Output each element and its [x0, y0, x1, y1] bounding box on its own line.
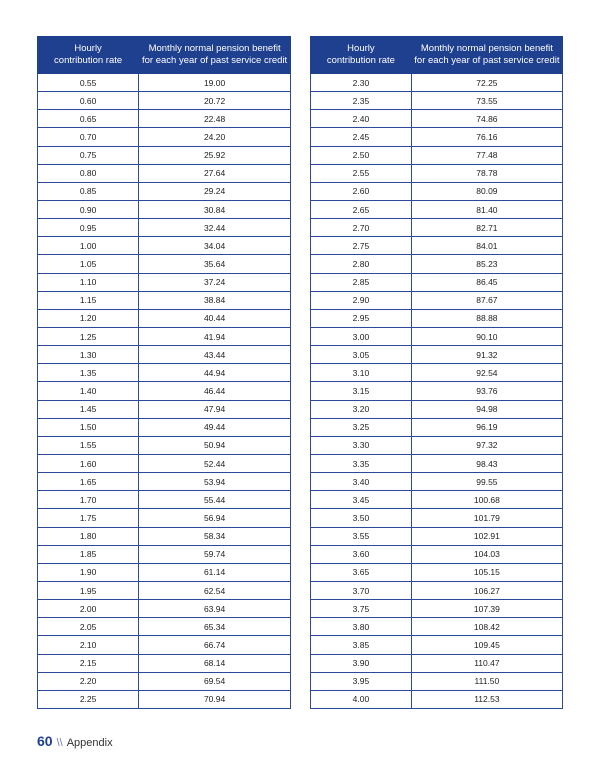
- cell-monthly-benefit: 32.44: [139, 219, 291, 237]
- table-row: [311, 364, 563, 382]
- table-row: [311, 291, 563, 309]
- table-row: [311, 146, 563, 164]
- cell-monthly-benefit: 37.24: [139, 273, 291, 291]
- cell-hourly-rate: 2.95: [311, 309, 412, 327]
- cell-monthly-benefit: 56.94: [139, 509, 291, 527]
- cell-monthly-benefit: 19.00: [139, 74, 291, 92]
- cell-monthly-benefit: 102.91: [411, 527, 562, 545]
- cell-monthly-benefit: 84.01: [411, 237, 562, 255]
- table-row: [38, 618, 291, 636]
- cell-monthly-benefit: 107.39: [411, 600, 562, 618]
- table-row: [311, 491, 563, 509]
- cell-monthly-benefit: 22.48: [139, 110, 291, 128]
- cell-monthly-benefit: 68.14: [139, 654, 291, 672]
- cell-monthly-benefit: 101.79: [411, 509, 562, 527]
- table-row: [38, 436, 291, 454]
- cell-monthly-benefit: 50.94: [139, 436, 291, 454]
- cell-hourly-rate: 3.60: [311, 545, 412, 563]
- cell-hourly-rate: 3.40: [311, 473, 412, 491]
- cell-monthly-benefit: 111.50: [411, 672, 562, 690]
- header-line: Hourly: [74, 43, 102, 54]
- cell-monthly-benefit: 93.76: [411, 382, 562, 400]
- cell-hourly-rate: 1.80: [38, 527, 139, 545]
- cell-hourly-rate: 0.90: [38, 200, 139, 218]
- cell-monthly-benefit: 27.64: [139, 164, 291, 182]
- cell-monthly-benefit: 65.34: [139, 618, 291, 636]
- cell-monthly-benefit: 92.54: [411, 364, 562, 382]
- cell-hourly-rate: 2.55: [311, 164, 412, 182]
- footer-section-title: Appendix: [66, 737, 113, 749]
- cell-monthly-benefit: 35.64: [139, 255, 291, 273]
- cell-hourly-rate: 3.80: [311, 618, 412, 636]
- cell-hourly-rate: 2.35: [311, 92, 412, 110]
- cell-hourly-rate: 3.95: [311, 672, 412, 690]
- table-row: [311, 92, 563, 110]
- cell-monthly-benefit: 99.55: [411, 473, 562, 491]
- table-row: [311, 581, 563, 599]
- cell-monthly-benefit: 29.24: [139, 182, 291, 200]
- footer-separator: \\: [56, 737, 63, 749]
- page-number: 60: [37, 733, 53, 749]
- cell-monthly-benefit: 38.84: [139, 291, 291, 309]
- cell-monthly-benefit: 112.53: [411, 690, 562, 708]
- cell-monthly-benefit: 88.88: [411, 309, 562, 327]
- cell-monthly-benefit: 41.94: [139, 327, 291, 345]
- table-row: [311, 473, 563, 491]
- cell-hourly-rate: 1.10: [38, 273, 139, 291]
- cell-hourly-rate: 1.70: [38, 491, 139, 509]
- cell-hourly-rate: 3.55: [311, 527, 412, 545]
- cell-hourly-rate: 2.40: [311, 110, 412, 128]
- table-row: [38, 527, 291, 545]
- cell-monthly-benefit: 106.27: [411, 581, 562, 599]
- cell-hourly-rate: 2.60: [311, 182, 412, 200]
- cell-monthly-benefit: 69.54: [139, 672, 291, 690]
- cell-monthly-benefit: 91.32: [411, 346, 562, 364]
- table-row: [311, 563, 563, 581]
- cell-monthly-benefit: 98.43: [411, 454, 562, 472]
- header-hourly-contribution-rate: [38, 37, 139, 74]
- table-row: [311, 200, 563, 218]
- cell-hourly-rate: 3.10: [311, 364, 412, 382]
- cell-hourly-rate: 1.50: [38, 418, 139, 436]
- cell-monthly-benefit: 49.44: [139, 418, 291, 436]
- cell-hourly-rate: 3.50: [311, 509, 412, 527]
- table-header: [311, 37, 563, 74]
- cell-monthly-benefit: 25.92: [139, 146, 291, 164]
- cell-monthly-benefit: 72.25: [411, 74, 562, 92]
- table-row: [38, 273, 291, 291]
- table-row: [38, 110, 291, 128]
- header-line: contribution rate: [326, 55, 395, 66]
- cell-hourly-rate: 4.00: [311, 690, 412, 708]
- cell-hourly-rate: 3.05: [311, 346, 412, 364]
- table-row: [38, 182, 291, 200]
- cell-monthly-benefit: 80.09: [411, 182, 562, 200]
- table-row: [311, 237, 563, 255]
- table-row: [38, 346, 291, 364]
- table-row: [38, 382, 291, 400]
- cell-monthly-benefit: 44.94: [139, 364, 291, 382]
- cell-hourly-rate: 2.90: [311, 291, 412, 309]
- cell-hourly-rate: 2.75: [311, 237, 412, 255]
- table-body: [38, 74, 291, 709]
- cell-monthly-benefit: 20.72: [139, 92, 291, 110]
- cell-hourly-rate: 1.85: [38, 545, 139, 563]
- table-row: [38, 327, 291, 345]
- cell-hourly-rate: 0.80: [38, 164, 139, 182]
- cell-hourly-rate: 2.25: [38, 690, 139, 708]
- cell-monthly-benefit: 43.44: [139, 346, 291, 364]
- header-line: contribution rate: [54, 55, 123, 66]
- cell-hourly-rate: 2.20: [38, 672, 139, 690]
- cell-hourly-rate: 2.45: [311, 128, 412, 146]
- header-hourly-contribution-rate: [311, 37, 412, 74]
- cell-monthly-benefit: 55.44: [139, 491, 291, 509]
- table-header: [38, 37, 291, 74]
- table-row: [38, 600, 291, 618]
- cell-monthly-benefit: 59.74: [139, 545, 291, 563]
- cell-monthly-benefit: 53.94: [139, 473, 291, 491]
- cell-hourly-rate: 0.75: [38, 146, 139, 164]
- table-row: [311, 382, 563, 400]
- header-line: Monthly normal pension benefit: [420, 43, 553, 54]
- cell-hourly-rate: 2.50: [311, 146, 412, 164]
- cell-monthly-benefit: 87.67: [411, 291, 562, 309]
- table-row: [38, 636, 291, 654]
- cell-monthly-benefit: 76.16: [411, 128, 562, 146]
- cell-monthly-benefit: 74.86: [411, 110, 562, 128]
- cell-hourly-rate: 1.95: [38, 581, 139, 599]
- table-row: [38, 146, 291, 164]
- cell-hourly-rate: 1.55: [38, 436, 139, 454]
- cell-hourly-rate: 3.30: [311, 436, 412, 454]
- table-row: [311, 618, 563, 636]
- cell-hourly-rate: 0.95: [38, 219, 139, 237]
- table-row: [311, 545, 563, 563]
- cell-hourly-rate: 2.65: [311, 200, 412, 218]
- table-row: [311, 219, 563, 237]
- cell-hourly-rate: 2.15: [38, 654, 139, 672]
- cell-hourly-rate: 3.15: [311, 382, 412, 400]
- cell-hourly-rate: 1.60: [38, 454, 139, 472]
- cell-monthly-benefit: 94.98: [411, 400, 562, 418]
- cell-hourly-rate: 3.65: [311, 563, 412, 581]
- table-row: [38, 454, 291, 472]
- cell-monthly-benefit: 81.40: [411, 200, 562, 218]
- cell-hourly-rate: 0.85: [38, 182, 139, 200]
- cell-hourly-rate: 1.00: [38, 237, 139, 255]
- cell-hourly-rate: 3.45: [311, 491, 412, 509]
- cell-monthly-benefit: 78.78: [411, 164, 562, 182]
- table-row: [311, 273, 563, 291]
- cell-monthly-benefit: 90.10: [411, 327, 562, 345]
- cell-hourly-rate: 1.90: [38, 563, 139, 581]
- cell-monthly-benefit: 66.74: [139, 636, 291, 654]
- cell-monthly-benefit: 109.45: [411, 636, 562, 654]
- table-row: [38, 563, 291, 581]
- cell-monthly-benefit: 110.47: [411, 654, 562, 672]
- table-row: [311, 346, 563, 364]
- table-row: [38, 509, 291, 527]
- cell-hourly-rate: 3.25: [311, 418, 412, 436]
- table-row: [311, 672, 563, 690]
- cell-monthly-benefit: 46.44: [139, 382, 291, 400]
- table-row: [311, 110, 563, 128]
- table-row: [38, 400, 291, 418]
- cell-monthly-benefit: 73.55: [411, 92, 562, 110]
- cell-monthly-benefit: 70.94: [139, 690, 291, 708]
- table-row: [311, 400, 563, 418]
- cell-hourly-rate: 2.05: [38, 618, 139, 636]
- table-row: [38, 200, 291, 218]
- table-row: [38, 237, 291, 255]
- header-monthly-benefit: [411, 37, 562, 74]
- table-row: [311, 255, 563, 273]
- table-row: [38, 219, 291, 237]
- table-row: [38, 164, 291, 182]
- table-row: [38, 291, 291, 309]
- table-row: [311, 436, 563, 454]
- pension-table-left: [37, 36, 291, 709]
- cell-monthly-benefit: 108.42: [411, 618, 562, 636]
- cell-monthly-benefit: 34.04: [139, 237, 291, 255]
- table-row: [311, 74, 563, 92]
- table-row: [311, 454, 563, 472]
- cell-monthly-benefit: 86.45: [411, 273, 562, 291]
- cell-hourly-rate: 0.70: [38, 128, 139, 146]
- cell-hourly-rate: 1.75: [38, 509, 139, 527]
- table-row: [311, 509, 563, 527]
- header-line: Monthly normal pension benefit: [148, 43, 281, 54]
- table-row: [311, 654, 563, 672]
- cell-hourly-rate: 0.60: [38, 92, 139, 110]
- cell-monthly-benefit: 105.15: [411, 563, 562, 581]
- cell-hourly-rate: 1.65: [38, 473, 139, 491]
- cell-hourly-rate: 0.65: [38, 110, 139, 128]
- table-row: [38, 690, 291, 708]
- cell-monthly-benefit: 47.94: [139, 400, 291, 418]
- cell-hourly-rate: 3.70: [311, 581, 412, 599]
- pension-table-right: [310, 36, 563, 709]
- header-line: for each year of past service credit: [414, 55, 560, 66]
- table-row: [311, 327, 563, 345]
- cell-hourly-rate: 0.55: [38, 74, 139, 92]
- table-row: [311, 636, 563, 654]
- table-row: [38, 672, 291, 690]
- table-row: [38, 581, 291, 599]
- table-row: [311, 690, 563, 708]
- cell-hourly-rate: 2.00: [38, 600, 139, 618]
- cell-monthly-benefit: 62.54: [139, 581, 291, 599]
- table-row: [38, 654, 291, 672]
- cell-monthly-benefit: 100.68: [411, 491, 562, 509]
- cell-hourly-rate: 1.30: [38, 346, 139, 364]
- table-row: [311, 164, 563, 182]
- table-row: [38, 473, 291, 491]
- table-row: [38, 491, 291, 509]
- table-row: [38, 74, 291, 92]
- cell-monthly-benefit: 77.48: [411, 146, 562, 164]
- cell-monthly-benefit: 85.23: [411, 255, 562, 273]
- table-row: [38, 255, 291, 273]
- cell-monthly-benefit: 30.84: [139, 200, 291, 218]
- cell-hourly-rate: 3.20: [311, 400, 412, 418]
- table-row: [311, 309, 563, 327]
- cell-hourly-rate: 1.05: [38, 255, 139, 273]
- cell-hourly-rate: 3.90: [311, 654, 412, 672]
- header-line: for each year of past service credit: [141, 55, 288, 66]
- cell-monthly-benefit: 61.14: [139, 563, 291, 581]
- table-row: [38, 364, 291, 382]
- cell-hourly-rate: 1.40: [38, 382, 139, 400]
- cell-hourly-rate: 2.85: [311, 273, 412, 291]
- cell-hourly-rate: 2.10: [38, 636, 139, 654]
- cell-hourly-rate: 2.70: [311, 219, 412, 237]
- table-body: [311, 74, 563, 709]
- table-row: [38, 545, 291, 563]
- table-row: [38, 128, 291, 146]
- cell-hourly-rate: 1.45: [38, 400, 139, 418]
- cell-monthly-benefit: 52.44: [139, 454, 291, 472]
- table-row: [38, 418, 291, 436]
- cell-monthly-benefit: 82.71: [411, 219, 562, 237]
- table-row: [311, 128, 563, 146]
- cell-hourly-rate: 3.75: [311, 600, 412, 618]
- cell-hourly-rate: 3.35: [311, 454, 412, 472]
- table-row: [311, 527, 563, 545]
- cell-hourly-rate: 2.30: [311, 74, 412, 92]
- cell-monthly-benefit: 96.19: [411, 418, 562, 436]
- table-row: [38, 309, 291, 327]
- table-row: [311, 182, 563, 200]
- cell-monthly-benefit: 40.44: [139, 309, 291, 327]
- cell-hourly-rate: 1.20: [38, 309, 139, 327]
- table-row: [311, 418, 563, 436]
- page-footer: [37, 733, 113, 749]
- cell-hourly-rate: 3.85: [311, 636, 412, 654]
- table-row: [311, 600, 563, 618]
- cell-monthly-benefit: 58.34: [139, 527, 291, 545]
- cell-hourly-rate: 3.00: [311, 327, 412, 345]
- cell-monthly-benefit: 97.32: [411, 436, 562, 454]
- header-monthly-benefit: [139, 37, 291, 74]
- table-row: [38, 92, 291, 110]
- cell-hourly-rate: 2.80: [311, 255, 412, 273]
- cell-hourly-rate: 1.35: [38, 364, 139, 382]
- cell-hourly-rate: 1.25: [38, 327, 139, 345]
- cell-hourly-rate: 1.15: [38, 291, 139, 309]
- cell-monthly-benefit: 24.20: [139, 128, 291, 146]
- cell-monthly-benefit: 104.03: [411, 545, 562, 563]
- cell-monthly-benefit: 63.94: [139, 600, 291, 618]
- header-line: Hourly: [347, 43, 375, 54]
